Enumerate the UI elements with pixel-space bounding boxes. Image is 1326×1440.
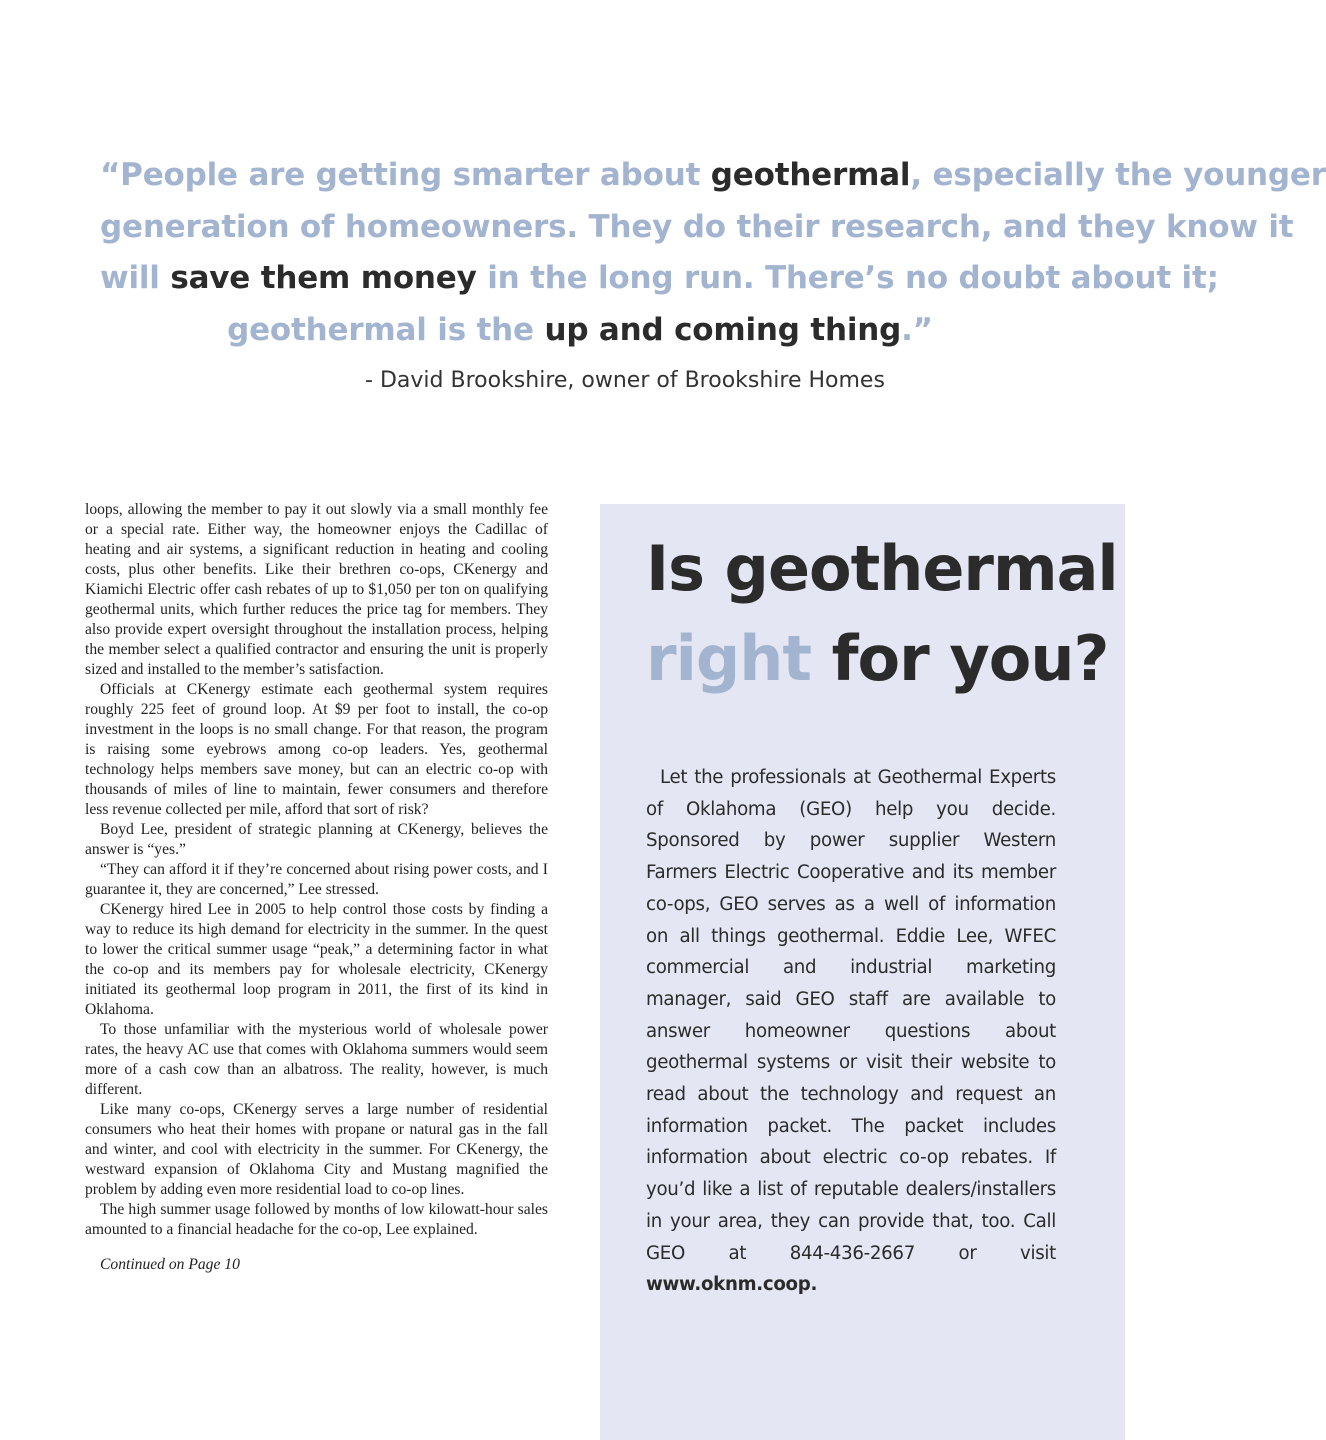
quote-text: “People are getting smarter about bbox=[100, 157, 711, 193]
continued-note: Continued on Page 10 bbox=[100, 1256, 240, 1273]
article-paragraph: CKenergy hired Lee in 2005 to help control those costs by finding a way to reduce its high demand for electricity in the summer. In the quest to lower the critical summer usage “peak,” a determining factor in what the co-op and its members pay for wholesale electricity, CKenergy initiated its geothermal loop program in 2011, the first of its kind in Oklahoma. bbox=[85, 901, 548, 1018]
quote-text: , especially the younger bbox=[910, 157, 1326, 193]
article-paragraph: To those unfamiliar with the mysterious world of wholesale power rates, the heavy AC use that comes with Oklahoma summers would seem more of a cash cow than an albatross. The reality, however, is much different. bbox=[85, 1021, 548, 1098]
quote-emphasis: geothermal bbox=[710, 157, 911, 193]
quote-line-1 bbox=[100, 150, 1326, 202]
sidebar-body-end: . bbox=[810, 1274, 818, 1296]
quote-text: will bbox=[100, 260, 171, 296]
quote-text: in the long run. There’s no doubt about it; bbox=[476, 260, 1219, 296]
quote-emphasis: save them money bbox=[170, 260, 477, 296]
quote-emphasis: up and coming thing bbox=[544, 311, 902, 348]
website-link[interactable]: www.oknm.coop bbox=[646, 1274, 811, 1296]
quote-text: .” bbox=[901, 311, 933, 348]
quote-text: generation of homeowners. They do their research, and they know it bbox=[100, 208, 1294, 245]
sidebar-title bbox=[646, 524, 1118, 704]
article-column bbox=[85, 500, 548, 1275]
quote-text: geothermal is the bbox=[227, 311, 545, 348]
article-paragraph: “They can afford it if they’re concerned about rising power costs, and I guarantee it, they are concerned,” Lee stressed. bbox=[85, 861, 548, 898]
article-paragraph: Boyd Lee, president of strategic planning at CKenergy, believes the answer is “yes.” bbox=[85, 821, 548, 858]
article-paragraph: loops, allowing the member to pay it out slowly via a small monthly fee or a special rate. Either way, the homeowner enjoys the Cadillac of heating and air systems, a significant reduction in heating and cooling costs, plus other benefits. Like their brethren co-ops, CKenergy and Kiamichi Electric offer cash rebates of up to $1,050 per ton on qualifying geothermal units, which further reduces the price tag for members. They also provide expert oversight throughout the installation process, helping the member select a qualified contractor and ensuring the unit is properly sized and installed to the member’s satisfaction. bbox=[85, 501, 548, 678]
article-paragraph: The high summer usage followed by months of low kilowatt-hour sales amounted to a financial headache for the co-op, Lee explained. bbox=[85, 1201, 548, 1238]
quote-line-3 bbox=[100, 253, 1219, 305]
sidebar-title-line-2 bbox=[646, 614, 1109, 704]
sidebar-box bbox=[600, 504, 1125, 1440]
sidebar-body bbox=[646, 762, 1056, 1301]
sidebar-title-line-1: Is geothermal bbox=[646, 532, 1118, 605]
quote-attribution: - David Brookshire, owner of Brookshire Homes bbox=[365, 368, 885, 393]
sidebar-title-accent: right bbox=[646, 622, 811, 695]
article-paragraph: Like many co-ops, CKenergy serves a large number of residential consumers who heat their homes with propane or natural gas in the fall and winter, and cool with electricity in the summer. For CKenergy, the westward expansion of Oklahoma City and Mustang magnified the problem by adding even more residential load to co-op lines. bbox=[85, 1101, 548, 1198]
quote-line-4 bbox=[100, 305, 1060, 357]
sidebar-title-rest: for you? bbox=[811, 622, 1109, 695]
sidebar-body-text: Let the professionals at Geothermal Experts of Oklahoma (GEO) help you decide. Sponsored by power supplier Western Farmers Electric Cooperative and its member co-ops, GEO serves as a well of information on all things geothermal. Eddie Lee, WFEC commercial and industrial marketing manager, said GEO staff are available to answer homeowner questions about geothermal systems or visit their website to read about the technology and request an information packet. The packet includes information about electric co-op rebates. If you’d like a list of reputable dealers/installers in your area, they can provide that, too. Call GEO at 844-436-2667 or visit bbox=[646, 767, 1056, 1264]
quote-line-2 bbox=[100, 202, 1294, 254]
pull-quote bbox=[100, 150, 1326, 393]
article-paragraph: Officials at CKenergy estimate each geothermal system requires roughly 225 feet of ground loop. At $9 per foot to install, the co-op investment in the loops is no small change. For that reason, the program is raising some eyebrows among co-op leaders. Yes, geothermal technology helps members save money, but can an electric co-op with thousands of miles of line to maintain, fewer consumers and therefore less revenue collected per mile, afford that sort of risk? bbox=[85, 681, 548, 818]
